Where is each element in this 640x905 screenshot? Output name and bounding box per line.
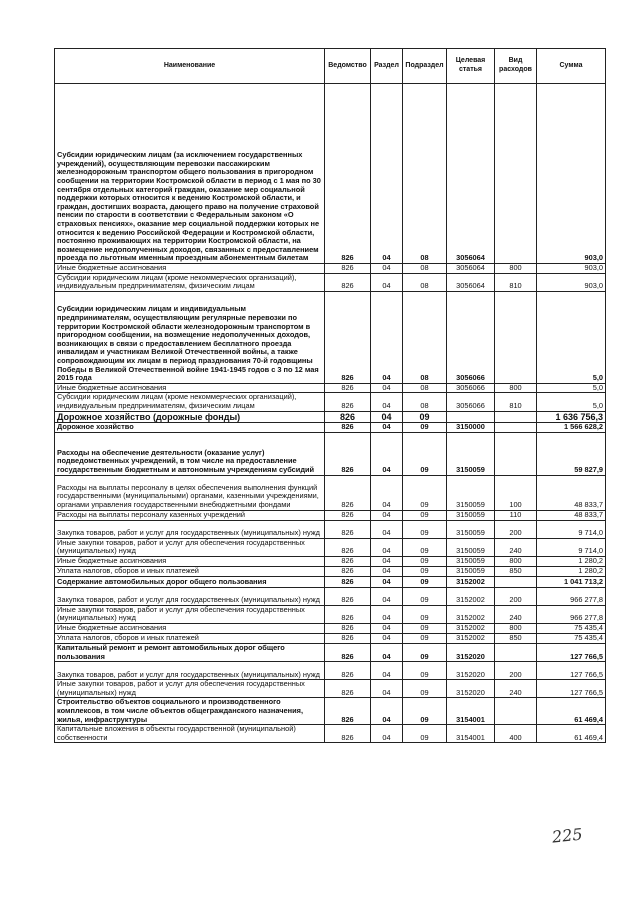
row-name: Дорожное хозяйство (дорожные фонды) — [55, 411, 325, 422]
row-vedomstvo: 826 — [325, 422, 371, 432]
row-summa: 61 469,4 — [537, 698, 606, 725]
row-celevaya: 3150059 — [447, 520, 495, 538]
row-name: Уплата налогов, сборов и иных платежей — [55, 566, 325, 576]
row-razdel: 04 — [371, 475, 403, 510]
page-number: 225 — [551, 824, 584, 847]
row-vid: 810 — [495, 393, 537, 411]
table-row — [55, 643, 606, 661]
row-summa: 1 041 713,2 — [537, 576, 606, 587]
row-razdel: 04 — [371, 538, 403, 556]
row-podrazdel: 08 — [403, 383, 447, 393]
row-summa: 966 277,8 — [537, 587, 606, 605]
row-vedomstvo: 826 — [325, 698, 371, 725]
table-row — [55, 432, 606, 475]
row-name: Расходы на обеспечение деятельности (оказание услуг) подведомственных учреждений, в том числе на предоставление государственным бюджетным и автономным учреждениям субсидий — [55, 432, 325, 475]
row-name: Иные бюджетные ассигнования — [55, 383, 325, 393]
row-name: Капитальный ремонт и ремонт автомобильных дорог общего пользования — [55, 643, 325, 661]
row-vid: 240 — [495, 605, 537, 623]
row-razdel: 04 — [371, 587, 403, 605]
table-row — [55, 576, 606, 587]
row-vedomstvo: 826 — [325, 576, 371, 587]
header-row — [55, 49, 606, 84]
row-vedomstvo: 826 — [325, 432, 371, 475]
row-vedomstvo: 826 — [325, 556, 371, 566]
row-celevaya: 3150059 — [447, 538, 495, 556]
row-razdel: 04 — [371, 84, 403, 264]
row-celevaya: 3150059 — [447, 432, 495, 475]
row-name: Иные закупки товаров, работ и услуг для обеспечения государственных (муниципальных) нужд — [55, 538, 325, 556]
row-name: Закупка товаров, работ и услуг для государственных (муниципальных) нужд — [55, 587, 325, 605]
row-razdel: 04 — [371, 566, 403, 576]
table-row — [55, 662, 606, 680]
row-name: Закупка товаров, работ и услуг для государственных (муниципальных) нужд — [55, 520, 325, 538]
row-podrazdel: 09 — [403, 680, 447, 698]
row-summa: 5,0 — [537, 291, 606, 383]
row-celevaya: 3056064 — [447, 273, 495, 291]
row-summa: 127 766,5 — [537, 643, 606, 661]
row-vedomstvo: 826 — [325, 411, 371, 422]
row-celevaya: 3152002 — [447, 576, 495, 587]
row-celevaya — [447, 411, 495, 422]
row-name: Уплата налогов, сборов и иных платежей — [55, 633, 325, 643]
row-summa: 5,0 — [537, 383, 606, 393]
row-vid: 100 — [495, 475, 537, 510]
row-podrazdel: 08 — [403, 273, 447, 291]
row-razdel: 04 — [371, 264, 403, 274]
row-vid — [495, 698, 537, 725]
row-name: Расходы на выплаты персоналу в целях обеспечения выполнения функций государственными (муниципальными) органами, казенными учреждениями, органами управления государственными внебюджетными фондами — [55, 475, 325, 510]
row-name: Строительство объектов социального и производственного комплексов, в том числе объектов общегражданского назначения, жилья, инфраструктуры — [55, 698, 325, 725]
row-podrazdel: 09 — [403, 662, 447, 680]
row-name: Содержание автомобильных дорог общего пользования — [55, 576, 325, 587]
row-podrazdel: 08 — [403, 393, 447, 411]
row-summa: 75 435,4 — [537, 633, 606, 643]
table-row — [55, 520, 606, 538]
row-summa: 5,0 — [537, 393, 606, 411]
row-podrazdel: 09 — [403, 566, 447, 576]
table-row — [55, 538, 606, 556]
table-row — [55, 633, 606, 643]
row-vedomstvo: 826 — [325, 566, 371, 576]
row-name: Иные закупки товаров, работ и услуг для обеспечения государственных (муниципальных) нужд — [55, 680, 325, 698]
row-summa: 1 280,2 — [537, 566, 606, 576]
row-summa: 48 833,7 — [537, 475, 606, 510]
row-podrazdel: 09 — [403, 510, 447, 520]
row-podrazdel: 08 — [403, 84, 447, 264]
row-vid: 200 — [495, 520, 537, 538]
table-row — [55, 556, 606, 566]
row-podrazdel: 09 — [403, 725, 447, 743]
row-razdel: 04 — [371, 725, 403, 743]
row-celevaya: 3056066 — [447, 383, 495, 393]
table-row — [55, 411, 606, 422]
table-row — [55, 422, 606, 432]
row-vid — [495, 432, 537, 475]
row-celevaya: 3056066 — [447, 291, 495, 383]
table-row — [55, 84, 606, 264]
table-row — [55, 566, 606, 576]
row-summa: 48 833,7 — [537, 510, 606, 520]
row-vid: 240 — [495, 680, 537, 698]
row-vid: 850 — [495, 633, 537, 643]
row-celevaya: 3150059 — [447, 510, 495, 520]
row-vid — [495, 422, 537, 432]
row-celevaya: 3152002 — [447, 605, 495, 623]
row-celevaya: 3154001 — [447, 725, 495, 743]
row-razdel: 04 — [371, 633, 403, 643]
row-celevaya: 3152020 — [447, 662, 495, 680]
row-vedomstvo: 826 — [325, 510, 371, 520]
row-vid — [495, 84, 537, 264]
row-podrazdel: 09 — [403, 633, 447, 643]
row-razdel: 04 — [371, 393, 403, 411]
row-podrazdel: 09 — [403, 698, 447, 725]
header-vedomstvo: Ведомство — [325, 49, 371, 84]
table-row — [55, 623, 606, 633]
header-razdel: Раздел — [371, 49, 403, 84]
row-vid: 200 — [495, 662, 537, 680]
row-summa: 75 435,4 — [537, 623, 606, 633]
row-vedomstvo: 826 — [325, 475, 371, 510]
row-razdel: 04 — [371, 680, 403, 698]
row-podrazdel: 09 — [403, 623, 447, 633]
row-vedomstvo: 826 — [325, 725, 371, 743]
row-razdel: 04 — [371, 422, 403, 432]
row-name: Закупка товаров, работ и услуг для государственных (муниципальных) нужд — [55, 662, 325, 680]
row-name: Иные закупки товаров, работ и услуг для обеспечения государственных (муниципальных) нужд — [55, 605, 325, 623]
row-razdel: 04 — [371, 411, 403, 422]
row-vid: 810 — [495, 273, 537, 291]
table-row — [55, 510, 606, 520]
row-celevaya: 3150000 — [447, 422, 495, 432]
row-summa: 903,0 — [537, 273, 606, 291]
row-vedomstvo: 826 — [325, 623, 371, 633]
row-vid: 800 — [495, 556, 537, 566]
table-row — [55, 587, 606, 605]
header-vid: Вид расходов — [495, 49, 537, 84]
row-name: Субсидии юридическим лицам и индивидуальным предпринимателям, осуществляющим регулярные перевозки по территории Костромской области железнодорожным транспортом в пригородном сообщении, на возмещение недополученных доходов, возникающих в связи с предоставлением бесплатного проезда инвалидам и участникам Великой Отечественной войны, а также сопровождающим их лицам в период празднования 70-й годовщины Победы в Великой Отечественной войне 1941-1945 годов с 3 по 12 мая 2015 года — [55, 291, 325, 383]
row-summa: 1 636 756,3 — [537, 411, 606, 422]
header-name: Наименование — [55, 49, 325, 84]
row-vid: 800 — [495, 383, 537, 393]
row-celevaya: 3056064 — [447, 84, 495, 264]
row-podrazdel: 09 — [403, 520, 447, 538]
row-vedomstvo: 826 — [325, 264, 371, 274]
row-name: Иные бюджетные ассигнования — [55, 623, 325, 633]
row-celevaya: 3056064 — [447, 264, 495, 274]
row-celevaya: 3056066 — [447, 393, 495, 411]
budget-table — [54, 48, 606, 743]
table-row — [55, 383, 606, 393]
row-celevaya: 3154001 — [447, 698, 495, 725]
header-podrazdel: Подраздел — [403, 49, 447, 84]
header-celevaya: Целевая статья — [447, 49, 495, 84]
row-celevaya: 3150059 — [447, 566, 495, 576]
row-razdel: 04 — [371, 698, 403, 725]
row-vedomstvo: 826 — [325, 291, 371, 383]
row-name: Дорожное хозяйство — [55, 422, 325, 432]
row-razdel: 04 — [371, 623, 403, 633]
row-razdel: 04 — [371, 273, 403, 291]
table-row — [55, 680, 606, 698]
row-razdel: 04 — [371, 520, 403, 538]
row-name: Иные бюджетные ассигнования — [55, 556, 325, 566]
row-vid: 110 — [495, 510, 537, 520]
row-vid: 400 — [495, 725, 537, 743]
table-body — [55, 84, 606, 743]
row-vedomstvo: 826 — [325, 643, 371, 661]
row-name: Капитальные вложения в объекты государственной (муниципальной) собственности — [55, 725, 325, 743]
row-razdel: 04 — [371, 510, 403, 520]
row-razdel: 04 — [371, 291, 403, 383]
row-podrazdel: 08 — [403, 291, 447, 383]
row-podrazdel: 09 — [403, 432, 447, 475]
row-summa: 127 766,5 — [537, 662, 606, 680]
row-summa: 127 766,5 — [537, 680, 606, 698]
table-row — [55, 605, 606, 623]
row-celevaya: 3152002 — [447, 623, 495, 633]
table-row — [55, 291, 606, 383]
row-podrazdel: 09 — [403, 411, 447, 422]
row-vid: 240 — [495, 538, 537, 556]
row-podrazdel: 08 — [403, 264, 447, 274]
row-summa: 1 566 628,2 — [537, 422, 606, 432]
row-vedomstvo: 826 — [325, 520, 371, 538]
row-vid — [495, 411, 537, 422]
row-podrazdel: 09 — [403, 605, 447, 623]
row-vedomstvo: 826 — [325, 393, 371, 411]
row-summa: 9 714,0 — [537, 520, 606, 538]
row-podrazdel: 09 — [403, 643, 447, 661]
row-name: Субсидии юридическим лицам (кроме некоммерческих организаций), индивидуальным предпринимателям, физическим лицам — [55, 273, 325, 291]
row-summa: 903,0 — [537, 264, 606, 274]
header-summa: Сумма — [537, 49, 606, 84]
row-vid — [495, 576, 537, 587]
row-summa: 9 714,0 — [537, 538, 606, 556]
table-row — [55, 698, 606, 725]
row-summa: 903,0 — [537, 84, 606, 264]
row-summa: 1 280,2 — [537, 556, 606, 566]
row-podrazdel: 09 — [403, 475, 447, 510]
row-name: Иные бюджетные ассигнования — [55, 264, 325, 274]
row-razdel: 04 — [371, 383, 403, 393]
row-vid: 850 — [495, 566, 537, 576]
row-vid: 800 — [495, 623, 537, 633]
row-vid: 200 — [495, 587, 537, 605]
row-celevaya: 3150059 — [447, 556, 495, 566]
row-celevaya: 3152020 — [447, 680, 495, 698]
row-podrazdel: 09 — [403, 538, 447, 556]
row-razdel: 04 — [371, 605, 403, 623]
row-razdel: 04 — [371, 432, 403, 475]
table-row — [55, 393, 606, 411]
row-podrazdel: 09 — [403, 587, 447, 605]
row-razdel: 04 — [371, 556, 403, 566]
row-podrazdel: 09 — [403, 422, 447, 432]
row-vedomstvo: 826 — [325, 383, 371, 393]
row-name: Субсидии юридическим лицам (за исключением государственных учреждений), осуществляющим перевозки пассажирским железнодорожным транспортом общего пользования в пригородном сообщении на территории Костромской области в период с 1 мая по 30 сентября отдельных категорий граждан, оказание мер социальной поддержки которых относится к ведению Костромской области, и граждан, достигших возраста, дающего право на получение страховой пенсии по старости в соответствии с Федеральным законом «О страховых пенсиях», оказание мер социальной поддержки которых не относится к ведению Российской Федерации и Костромской области, постоянно проживающих на территории Костромской области, на возмещение недополученных доходов, связанных с предоставлением проезда по льготным именным проездным абонементным билетам — [55, 84, 325, 264]
row-vid: 800 — [495, 264, 537, 274]
row-summa: 966 277,8 — [537, 605, 606, 623]
row-vedomstvo: 826 — [325, 662, 371, 680]
row-vedomstvo: 826 — [325, 587, 371, 605]
row-summa: 59 827,9 — [537, 432, 606, 475]
row-name: Субсидии юридическим лицам (кроме некоммерческих организаций), индивидуальным предпринимателям, физическим лицам — [55, 393, 325, 411]
row-razdel: 04 — [371, 662, 403, 680]
row-vedomstvo: 826 — [325, 84, 371, 264]
row-vid — [495, 291, 537, 383]
table-row — [55, 475, 606, 510]
row-vedomstvo: 826 — [325, 273, 371, 291]
row-vedomstvo: 826 — [325, 633, 371, 643]
row-razdel: 04 — [371, 576, 403, 587]
row-celevaya: 3152002 — [447, 587, 495, 605]
row-celevaya: 3152020 — [447, 643, 495, 661]
row-celevaya: 3150059 — [447, 475, 495, 510]
row-name: Расходы на выплаты персоналу казенных учреждений — [55, 510, 325, 520]
row-vid — [495, 643, 537, 661]
row-vedomstvo: 826 — [325, 538, 371, 556]
table-row — [55, 273, 606, 291]
row-podrazdel: 09 — [403, 576, 447, 587]
row-podrazdel: 09 — [403, 556, 447, 566]
row-summa: 61 469,4 — [537, 725, 606, 743]
row-razdel: 04 — [371, 643, 403, 661]
table-row — [55, 725, 606, 743]
row-celevaya: 3152002 — [447, 633, 495, 643]
table-row — [55, 264, 606, 274]
row-vedomstvo: 826 — [325, 680, 371, 698]
row-vedomstvo: 826 — [325, 605, 371, 623]
